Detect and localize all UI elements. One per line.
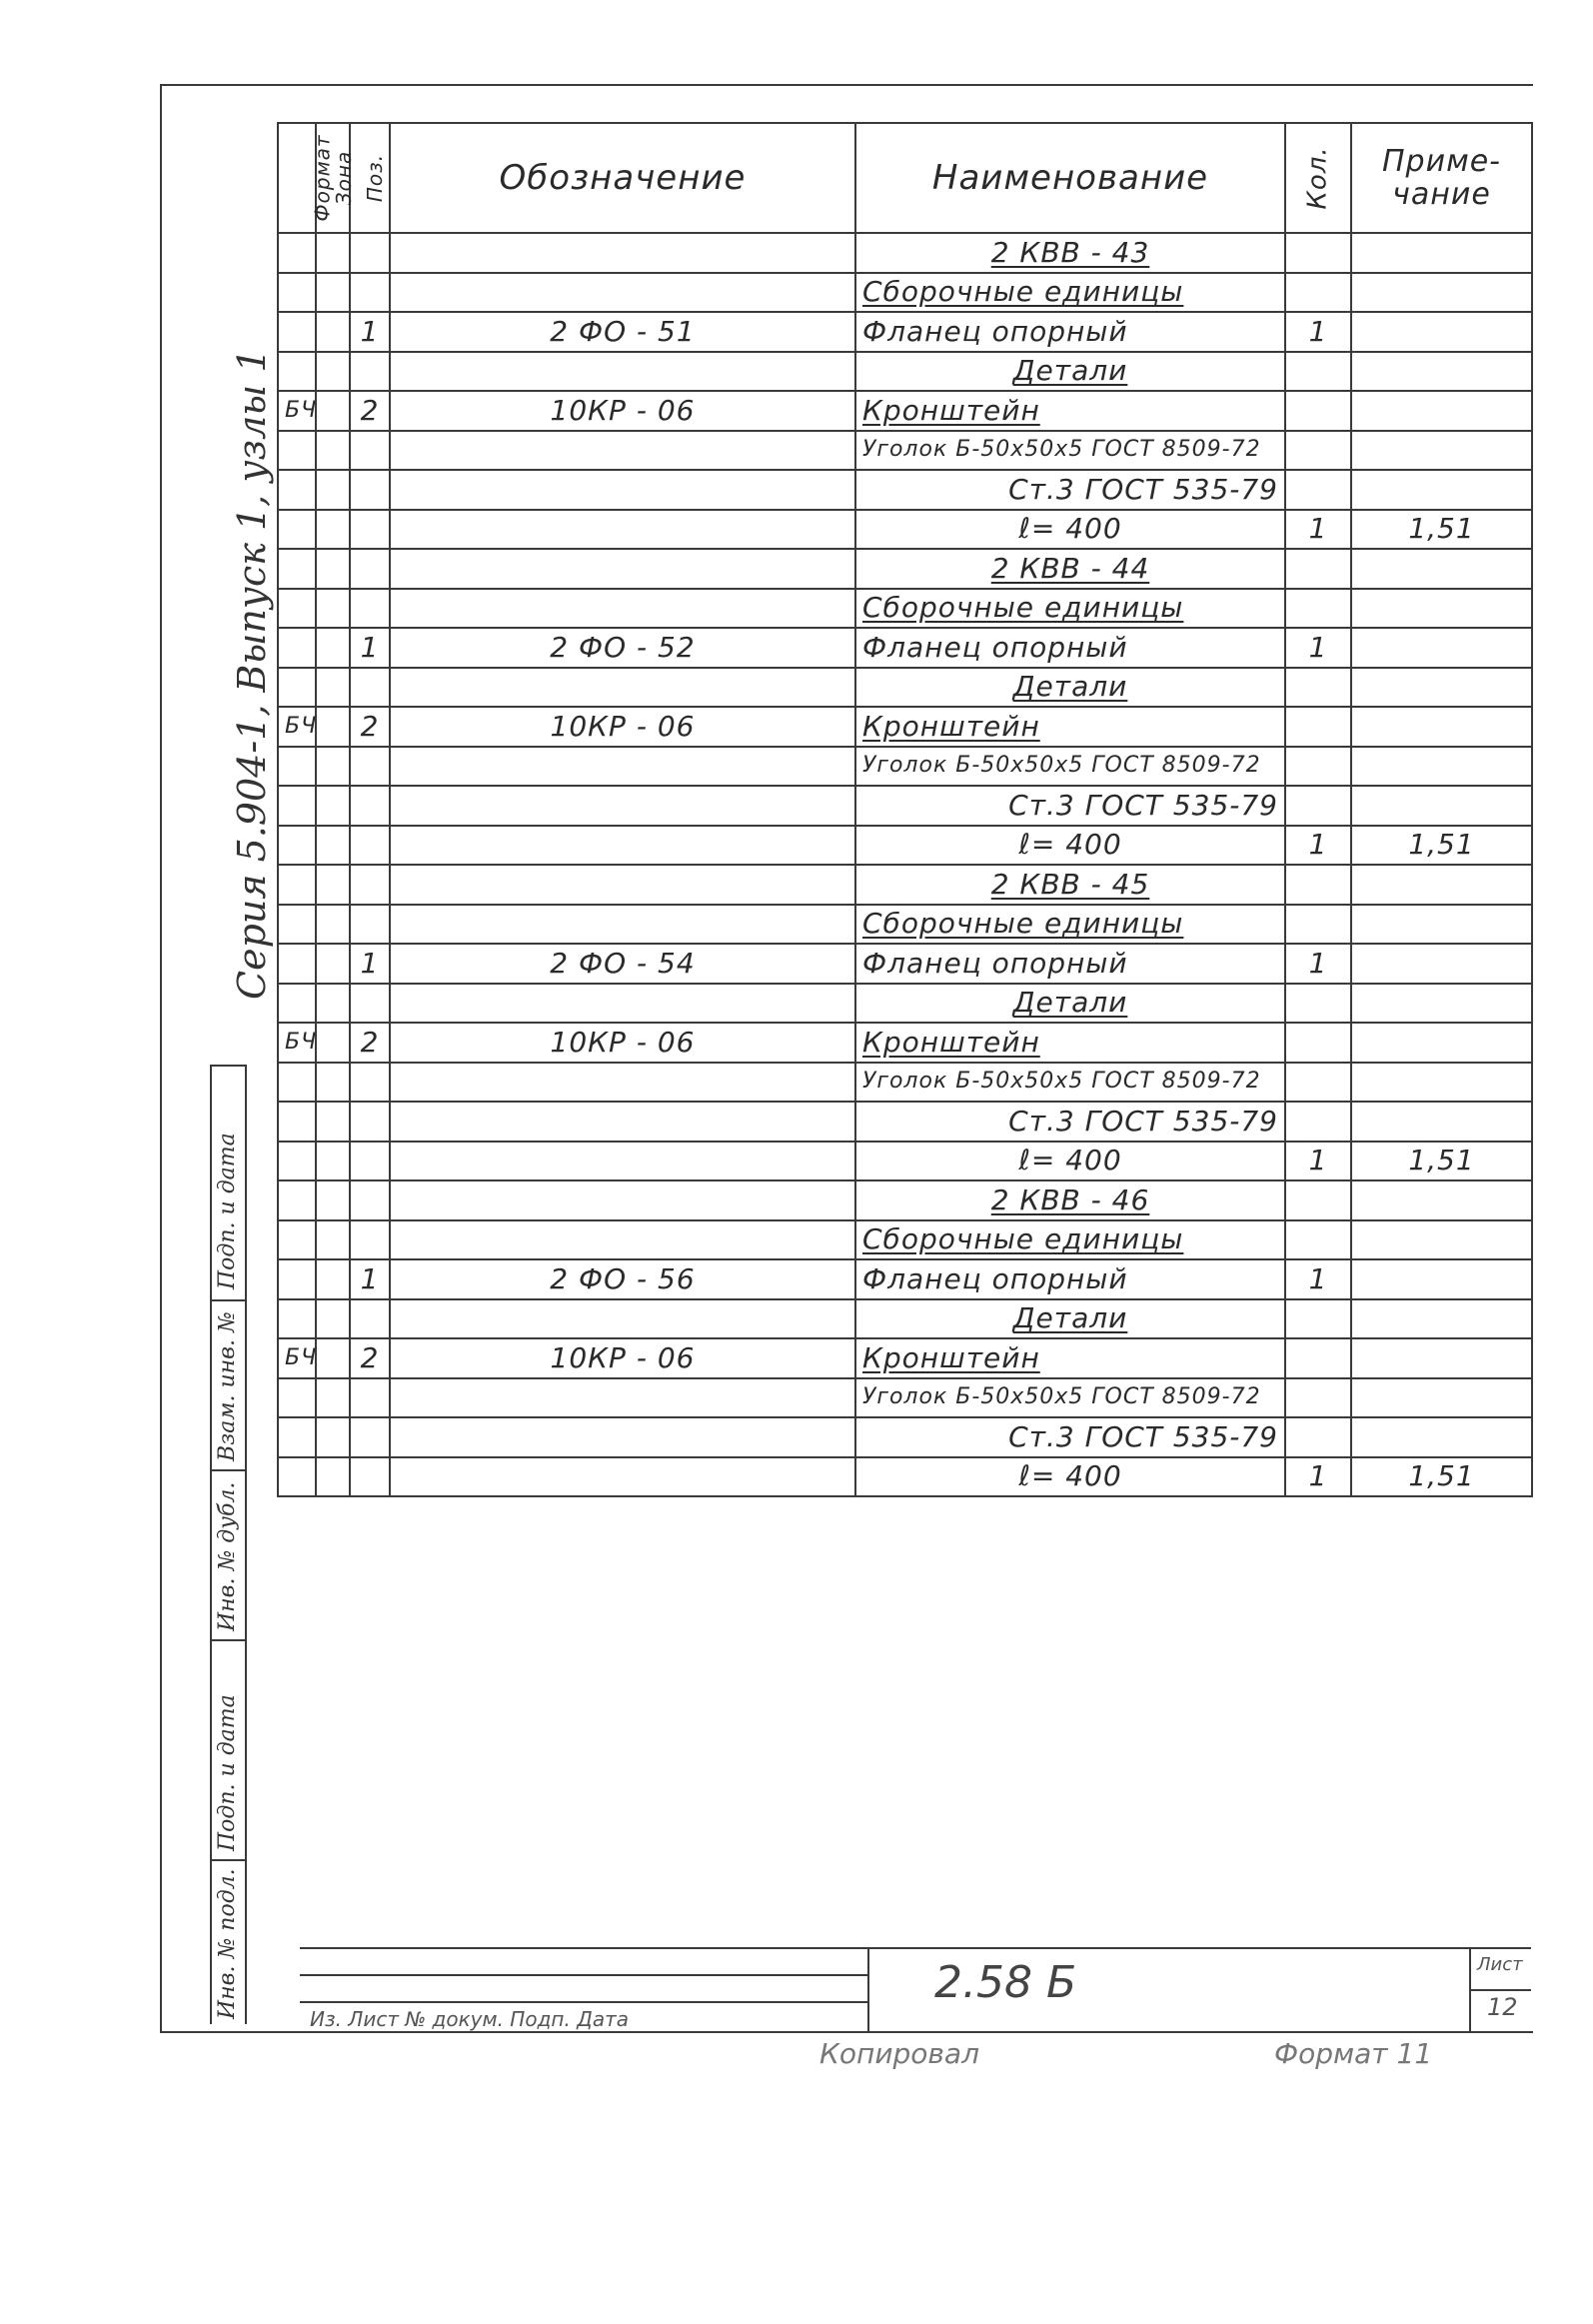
cell-name: Ст.3 ГОСТ 535-79 <box>855 786 1285 826</box>
cell-name: Детали <box>855 352 1285 392</box>
header-name: Наименование <box>855 123 1285 233</box>
cell-qty <box>1285 352 1351 392</box>
cell-pos: 2 <box>350 1023 390 1063</box>
table-row <box>278 1378 1532 1418</box>
cell-designation: 2 ФО - 56 <box>390 1259 855 1299</box>
cell-format <box>278 1180 316 1220</box>
specification-table <box>277 122 1533 1497</box>
stamp-div <box>210 1639 247 1641</box>
cell-zone <box>316 431 350 471</box>
cell-name: Детали <box>855 984 1285 1024</box>
cell-name: Уголок Б-50х50х5 ГОСТ 8509-72 <box>855 747 1285 787</box>
cell-designation <box>390 668 855 708</box>
header-format: Формат <box>278 123 316 233</box>
cell-name: Детали <box>855 1299 1285 1339</box>
table-row <box>278 391 1532 431</box>
cell-pos <box>350 1457 390 1497</box>
table-row <box>278 944 1532 984</box>
cell-pos <box>350 1142 390 1181</box>
cell-zone <box>316 1259 350 1299</box>
cell-name: Ст.3 ГОСТ 535-79 <box>855 1102 1285 1142</box>
cell-format <box>278 1142 316 1181</box>
cell-qty: 1 <box>1285 628 1351 668</box>
cell-designation <box>390 786 855 826</box>
cell-zone <box>316 1338 350 1378</box>
cell-qty <box>1285 589 1351 629</box>
cell-name: Фланец опорный <box>855 1259 1285 1299</box>
cell-zone <box>316 273 350 313</box>
cell-pos <box>350 1220 390 1260</box>
cell-name: Фланец опорный <box>855 944 1285 984</box>
cell-note <box>1351 273 1532 313</box>
cell-qty <box>1285 668 1351 708</box>
cell-zone <box>316 984 350 1024</box>
tb-line <box>300 2001 867 2003</box>
cell-format <box>278 944 316 984</box>
cell-format <box>278 668 316 708</box>
cell-format <box>278 1457 316 1497</box>
cell-name: Фланец опорный <box>855 628 1285 668</box>
cell-designation <box>390 470 855 510</box>
cell-zone <box>316 391 350 431</box>
cell-qty <box>1285 431 1351 471</box>
table-row <box>278 1338 1532 1378</box>
cell-designation <box>390 984 855 1024</box>
tb-line <box>867 1947 869 2031</box>
cell-name: 2 КВВ - 43 <box>855 233 1285 273</box>
tb-line <box>300 1974 867 1976</box>
cell-name: 2 КВВ - 45 <box>855 865 1285 905</box>
sheet-label: Лист <box>1477 1954 1523 1975</box>
cell-note <box>1351 707 1532 747</box>
cell-note: 1,51 <box>1351 826 1532 866</box>
cell-pos <box>350 1102 390 1142</box>
cell-zone <box>316 668 350 708</box>
cell-qty <box>1285 391 1351 431</box>
cell-zone <box>316 707 350 747</box>
tb-line <box>1469 1989 1531 1991</box>
table-row <box>278 628 1532 668</box>
table-row <box>278 273 1532 313</box>
cell-pos <box>350 233 390 273</box>
cell-designation <box>390 589 855 629</box>
cell-note <box>1351 1378 1532 1418</box>
header-pos: Поз. <box>350 123 390 233</box>
table-row <box>278 510 1532 550</box>
cell-pos <box>350 470 390 510</box>
cell-qty <box>1285 1338 1351 1378</box>
format-label: Формат 11 <box>1274 2037 1433 2070</box>
cell-zone <box>316 905 350 945</box>
cell-pos: 2 <box>350 1338 390 1378</box>
cell-note <box>1351 1180 1532 1220</box>
cell-name: Сборочные единицы <box>855 589 1285 629</box>
cell-qty <box>1285 1220 1351 1260</box>
cell-note <box>1351 352 1532 392</box>
header-designation: Обозначение <box>390 123 855 233</box>
stamp-div <box>210 1469 247 1471</box>
cell-name: Уголок Б-50х50х5 ГОСТ 8509-72 <box>855 431 1285 471</box>
cell-zone <box>316 1299 350 1339</box>
cell-pos <box>350 273 390 313</box>
table-row <box>278 1180 1532 1220</box>
cell-designation <box>390 1457 855 1497</box>
cell-qty <box>1285 905 1351 945</box>
stamp-div <box>210 1299 247 1301</box>
table-row <box>278 1063 1532 1103</box>
cell-qty <box>1285 786 1351 826</box>
cell-qty <box>1285 1378 1351 1418</box>
cell-qty <box>1285 549 1351 589</box>
cell-qty <box>1285 470 1351 510</box>
cell-designation: 10КР - 06 <box>390 391 855 431</box>
cell-note <box>1351 984 1532 1024</box>
cell-format <box>278 510 316 550</box>
table-row <box>278 905 1532 945</box>
cell-zone <box>316 628 350 668</box>
cell-qty <box>1285 233 1351 273</box>
cell-qty <box>1285 1063 1351 1103</box>
cell-format <box>278 1417 316 1457</box>
cell-designation: 2 ФО - 54 <box>390 944 855 984</box>
cell-format <box>278 352 316 392</box>
stamp-div <box>210 1859 247 1861</box>
cell-qty <box>1285 865 1351 905</box>
cell-format: БЧ <box>278 1338 316 1378</box>
table-row <box>278 1220 1532 1260</box>
table-row <box>278 747 1532 787</box>
cell-name: Сборочные единицы <box>855 905 1285 945</box>
cell-qty <box>1285 1180 1351 1220</box>
cell-qty: 1 <box>1285 312 1351 352</box>
cell-zone <box>316 589 350 629</box>
cell-designation: 2 ФО - 52 <box>390 628 855 668</box>
cell-format: БЧ <box>278 1023 316 1063</box>
cell-note <box>1351 1299 1532 1339</box>
cell-qty: 1 <box>1285 510 1351 550</box>
cell-pos <box>350 984 390 1024</box>
cell-designation: 10КР - 06 <box>390 707 855 747</box>
cell-pos: 1 <box>350 944 390 984</box>
cell-designation <box>390 431 855 471</box>
cell-format <box>278 865 316 905</box>
cell-qty <box>1285 984 1351 1024</box>
header-qty: Кол. <box>1285 123 1351 233</box>
cell-zone <box>316 1023 350 1063</box>
cell-qty: 1 <box>1285 1142 1351 1181</box>
stamp-label: Взам. инв. № <box>215 1311 240 1461</box>
table-row <box>278 1417 1532 1457</box>
copied-by-label: Копировал <box>819 2037 979 2070</box>
cell-note <box>1351 905 1532 945</box>
cell-note <box>1351 1417 1532 1457</box>
cell-name: Кронштейн <box>855 1023 1285 1063</box>
cell-designation <box>390 905 855 945</box>
cell-zone <box>316 1180 350 1220</box>
cell-designation <box>390 510 855 550</box>
cell-pos <box>350 352 390 392</box>
cell-format <box>278 1378 316 1418</box>
stamp-col-left <box>210 1065 212 2024</box>
cell-designation: 2 ФО - 51 <box>390 312 855 352</box>
cell-pos <box>350 905 390 945</box>
cell-note <box>1351 865 1532 905</box>
cell-note <box>1351 628 1532 668</box>
cell-name: ℓ= 400 <box>855 510 1285 550</box>
cell-name: ℓ= 400 <box>855 1457 1285 1497</box>
header-note: Приме- чание <box>1351 123 1532 233</box>
header-zone: Зона <box>316 123 350 233</box>
cell-designation <box>390 1299 855 1339</box>
cell-note <box>1351 747 1532 787</box>
cell-format <box>278 273 316 313</box>
cell-name: Детали <box>855 668 1285 708</box>
cell-name: 2 КВВ - 46 <box>855 1180 1285 1220</box>
cell-format <box>278 431 316 471</box>
table-row <box>278 589 1532 629</box>
cell-designation <box>390 352 855 392</box>
cell-format <box>278 747 316 787</box>
cell-name: ℓ= 400 <box>855 826 1285 866</box>
cell-pos <box>350 826 390 866</box>
cell-qty <box>1285 1102 1351 1142</box>
cell-format <box>278 233 316 273</box>
sheet-number: 12 <box>1487 1993 1518 2021</box>
cell-zone <box>316 1142 350 1181</box>
cell-note: 1,51 <box>1351 510 1532 550</box>
stamp-div <box>210 1065 247 1067</box>
cell-zone <box>316 1457 350 1497</box>
cell-zone <box>316 470 350 510</box>
cell-qty <box>1285 747 1351 787</box>
cell-qty <box>1285 707 1351 747</box>
cell-designation <box>390 1063 855 1103</box>
cell-pos: 1 <box>350 312 390 352</box>
cell-note <box>1351 1102 1532 1142</box>
cell-qty: 1 <box>1285 1457 1351 1497</box>
cell-note: 1,51 <box>1351 1457 1532 1497</box>
cell-note <box>1351 589 1532 629</box>
cell-designation <box>390 1102 855 1142</box>
cell-zone <box>316 1417 350 1457</box>
change-row-labels: Из. Лист № докум. Подп. Дата <box>310 2007 629 2031</box>
cell-name: Кронштейн <box>855 391 1285 431</box>
table-row <box>278 352 1532 392</box>
cell-note <box>1351 470 1532 510</box>
cell-note <box>1351 549 1532 589</box>
table-row <box>278 312 1532 352</box>
cell-zone <box>316 1102 350 1142</box>
cell-note: 1,51 <box>1351 1142 1532 1181</box>
stamp-label: Инв. № подл. <box>215 1868 240 2019</box>
cell-qty: 1 <box>1285 1259 1351 1299</box>
cell-note <box>1351 431 1532 471</box>
cell-format <box>278 984 316 1024</box>
cell-format: БЧ <box>278 707 316 747</box>
cell-designation <box>390 1220 855 1260</box>
cell-zone <box>316 1220 350 1260</box>
stamp-label: Подп. и дата <box>215 1694 240 1851</box>
cell-name: Уголок Б-50х50х5 ГОСТ 8509-72 <box>855 1378 1285 1418</box>
cell-format <box>278 1063 316 1103</box>
cell-designation <box>390 1417 855 1457</box>
cell-name: Кронштейн <box>855 707 1285 747</box>
cell-format <box>278 786 316 826</box>
cell-qty <box>1285 273 1351 313</box>
cell-name: Ст.3 ГОСТ 535-79 <box>855 1417 1285 1457</box>
cell-zone <box>316 747 350 787</box>
cell-qty: 1 <box>1285 826 1351 866</box>
cell-zone <box>316 865 350 905</box>
cell-format: БЧ <box>278 391 316 431</box>
table-row <box>278 707 1532 747</box>
table-row <box>278 1457 1532 1497</box>
cell-designation <box>390 826 855 866</box>
cell-format <box>278 1299 316 1339</box>
table-header-row <box>278 123 1532 233</box>
cell-designation: 10КР - 06 <box>390 1023 855 1063</box>
cell-qty: 1 <box>1285 944 1351 984</box>
cell-format <box>278 826 316 866</box>
table-row <box>278 1259 1532 1299</box>
cell-designation <box>390 273 855 313</box>
cell-designation <box>390 1142 855 1181</box>
series-label: Серия 5.904-1, Выпуск 1, узлы 1 <box>230 348 274 1000</box>
cell-pos <box>350 747 390 787</box>
cell-note <box>1351 1023 1532 1063</box>
cell-designation <box>390 865 855 905</box>
cell-name: Фланец опорный <box>855 312 1285 352</box>
table-row <box>278 668 1532 708</box>
cell-format <box>278 549 316 589</box>
table-row <box>278 470 1532 510</box>
stamp-label: Инв. № дубл. <box>215 1481 240 1631</box>
cell-pos <box>350 1378 390 1418</box>
table-row <box>278 1142 1532 1181</box>
cell-zone <box>316 1378 350 1418</box>
frame-bottom <box>160 2031 1533 2033</box>
cell-format <box>278 312 316 352</box>
table-row <box>278 1102 1532 1142</box>
cell-qty <box>1285 1299 1351 1339</box>
cell-name: ℓ= 400 <box>855 1142 1285 1181</box>
cell-pos: 1 <box>350 628 390 668</box>
cell-note <box>1351 1063 1532 1103</box>
cell-format <box>278 470 316 510</box>
cell-qty <box>1285 1417 1351 1457</box>
cell-designation: 10КР - 06 <box>390 1338 855 1378</box>
table-row <box>278 786 1532 826</box>
stamp-label: Подп. и дата <box>215 1133 240 1289</box>
cell-note <box>1351 312 1532 352</box>
cell-designation <box>390 1180 855 1220</box>
cell-zone <box>316 549 350 589</box>
table-row <box>278 1023 1532 1063</box>
table-row <box>278 865 1532 905</box>
cell-designation <box>390 747 855 787</box>
cell-designation <box>390 233 855 273</box>
frame-top <box>160 84 1533 86</box>
cell-zone <box>316 352 350 392</box>
cell-note <box>1351 668 1532 708</box>
cell-zone <box>316 1063 350 1103</box>
table-row <box>278 549 1532 589</box>
cell-pos <box>350 668 390 708</box>
document-code: 2.58 Б <box>934 1957 1077 2008</box>
cell-note <box>1351 944 1532 984</box>
cell-pos <box>350 510 390 550</box>
cell-qty <box>1285 1023 1351 1063</box>
table-row <box>278 1299 1532 1339</box>
cell-zone <box>316 510 350 550</box>
cell-format <box>278 1259 316 1299</box>
cell-pos <box>350 1299 390 1339</box>
cell-note <box>1351 786 1532 826</box>
cell-name: Ст.3 ГОСТ 535-79 <box>855 470 1285 510</box>
cell-zone <box>316 233 350 273</box>
cell-pos <box>350 865 390 905</box>
cell-name: Сборочные единицы <box>855 273 1285 313</box>
cell-designation <box>390 549 855 589</box>
cell-format <box>278 589 316 629</box>
stamp-col-right <box>245 1065 247 2024</box>
cell-pos: 2 <box>350 707 390 747</box>
cell-note <box>1351 1220 1532 1260</box>
cell-note <box>1351 233 1532 273</box>
cell-zone <box>316 826 350 866</box>
cell-name: Сборочные единицы <box>855 1220 1285 1260</box>
cell-pos <box>350 1417 390 1457</box>
cell-pos <box>350 549 390 589</box>
frame-left <box>160 84 162 2033</box>
cell-pos <box>350 1063 390 1103</box>
cell-pos: 2 <box>350 391 390 431</box>
cell-pos <box>350 431 390 471</box>
cell-format <box>278 1220 316 1260</box>
tb-line <box>300 1947 1531 1949</box>
table-row <box>278 984 1532 1024</box>
table-row <box>278 233 1532 273</box>
cell-note <box>1351 1259 1532 1299</box>
cell-name: Кронштейн <box>855 1338 1285 1378</box>
cell-pos <box>350 589 390 629</box>
cell-designation <box>390 1378 855 1418</box>
cell-pos: 1 <box>350 1259 390 1299</box>
cell-zone <box>316 786 350 826</box>
cell-note <box>1351 391 1532 431</box>
cell-zone <box>316 944 350 984</box>
cell-pos <box>350 1180 390 1220</box>
cell-format <box>278 628 316 668</box>
cell-name: Уголок Б-50х50х5 ГОСТ 8509-72 <box>855 1063 1285 1103</box>
cell-zone <box>316 312 350 352</box>
cell-format <box>278 905 316 945</box>
cell-name: 2 КВВ - 44 <box>855 549 1285 589</box>
table-row <box>278 431 1532 471</box>
table-row <box>278 826 1532 866</box>
cell-note <box>1351 1338 1532 1378</box>
cell-pos <box>350 786 390 826</box>
cell-format <box>278 1102 316 1142</box>
